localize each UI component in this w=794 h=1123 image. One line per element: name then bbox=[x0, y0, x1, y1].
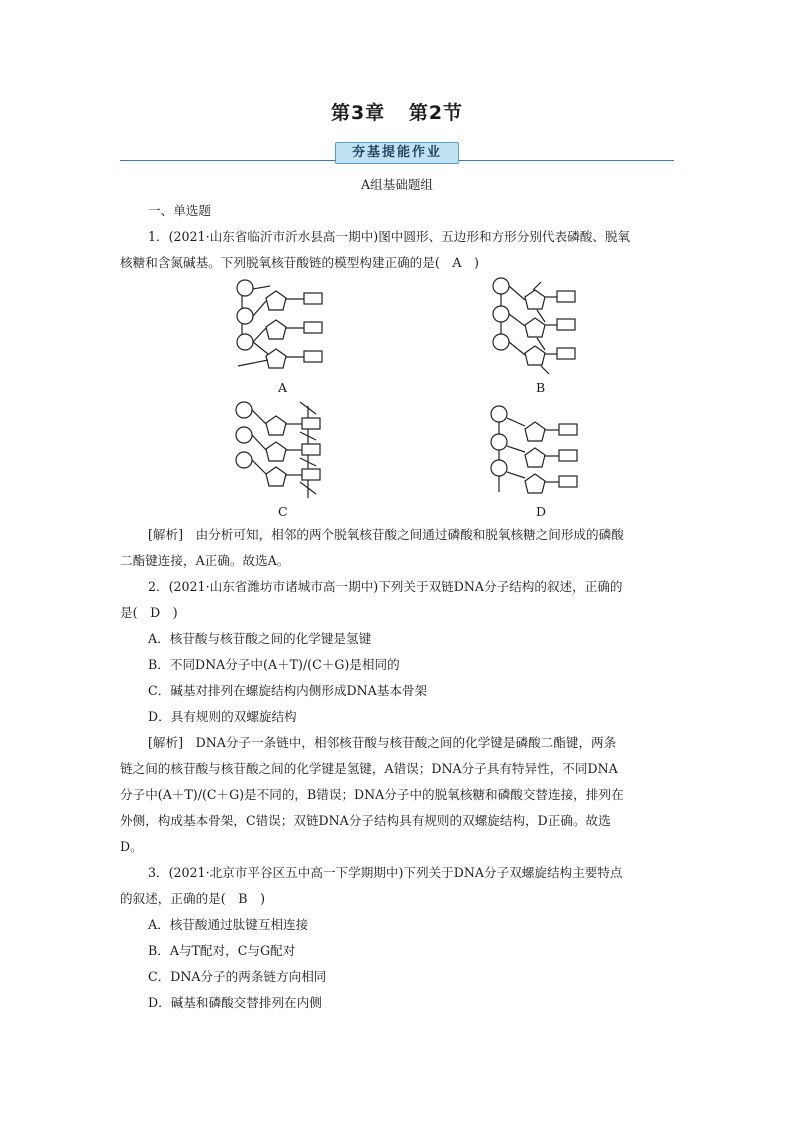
page-title bbox=[0, 98, 794, 125]
q3-option-b: B．A与T配对，C与G配对 bbox=[148, 943, 296, 958]
q2-analysis-line4: 外侧，构成基本骨架，C错误；双链DNA分子结构具有规则的双螺旋结构，D正确。故选 bbox=[120, 813, 611, 828]
q2-analysis-line3: 分子中(A＋T)/(C＋G)是不同的，B错误；DNA分子中的脱氧核糖和磷酸交替连接，排列在 bbox=[120, 787, 624, 802]
homework-badge: 夯基提能作业 bbox=[335, 142, 459, 164]
figure-d bbox=[487, 402, 597, 502]
q3-option-a: A．核苷酸通过肽键互相连接 bbox=[148, 917, 309, 932]
q2-analysis-line2: 链之间的核苷酸与核苷酸之间的化学键是氢键，A错误；DNA分子具有特异性，不同DNA bbox=[120, 761, 618, 776]
q2-stem-line1: 2．(2021·山东省潍坊市诸城市高一期中)下列关于双链DNA分子结构的叙述，正确的 bbox=[148, 579, 623, 594]
q1-stem-line1: 1．(2021·山东省临沂市沂水县高一期中)图中圆形、五边形和方形分别代表磷酸、脱氧 bbox=[148, 229, 631, 244]
q2-option-d: D．具有规则的双螺旋结构 bbox=[148, 709, 297, 724]
q3-option-c: C．DNA分子的两条链方向相同 bbox=[148, 969, 327, 984]
q2-option-a: A．核苷酸与核苷酸之间的化学键是氢键 bbox=[148, 631, 372, 646]
section-heading: 一、单选题 bbox=[148, 203, 211, 218]
q1-analysis-line1: [解析] 由分析可知，相邻的两个脱氧核苷酸之间通过磷酸和脱氧核糖之间形成的磷酸 bbox=[148, 527, 624, 542]
q2-option-c: C．碱基对排列在螺旋结构内侧形成DNA基本骨架 bbox=[148, 683, 428, 698]
q2-option-b: B．不同DNA分子中(A＋T)/(C＋G)是相同的 bbox=[148, 657, 400, 672]
figure-d-label: D bbox=[536, 504, 547, 519]
figure-b-label: B bbox=[536, 380, 546, 395]
q3-option-d: D．碱基和磷酸交替排列在内侧 bbox=[148, 995, 322, 1010]
figure-c-label: C bbox=[278, 504, 288, 519]
figure-b bbox=[487, 278, 597, 378]
q3-stem-line2: 的叙述，正确的是( B ) bbox=[120, 891, 266, 906]
q2-stem-line2: 是( D ) bbox=[120, 605, 178, 620]
figure-a-label: A bbox=[278, 380, 288, 395]
q1-stem-line2: 核糖和含氮碱基。下列脱氧核苷酸链的模型构建正确的是( A ) bbox=[120, 255, 479, 270]
section-label: 第2节 bbox=[408, 102, 464, 124]
q3-stem-line1: 3．(2021·北京市平谷区五中高一下学期期中)下列关于DNA分子双螺旋结构主要特点 bbox=[148, 865, 623, 880]
chapter-label: 第3章 bbox=[330, 102, 386, 124]
q2-analysis-line5: D。 bbox=[120, 839, 143, 854]
figure-c bbox=[228, 402, 338, 502]
figure-a bbox=[228, 278, 338, 378]
q1-analysis-line2: 二酯键连接，A正确。故选A。 bbox=[120, 553, 290, 568]
q2-analysis-line1: [解析] DNA分子一条链中，相邻核苷酸与核苷酸之间的化学键是磷酸二酯键，两条 bbox=[148, 735, 617, 750]
group-heading: A组基础题组 bbox=[360, 177, 434, 192]
